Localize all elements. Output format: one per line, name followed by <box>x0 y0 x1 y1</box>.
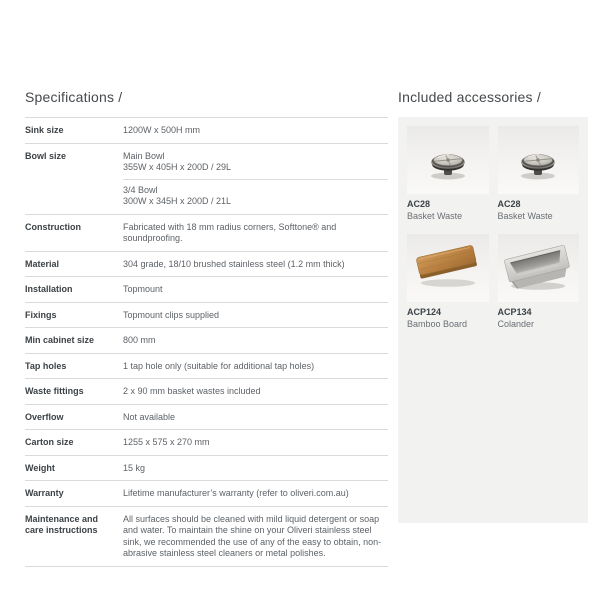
spec-row-label: Material <box>25 258 60 269</box>
spec-subvalue-title: 3/4 Bowl <box>123 184 158 195</box>
bamboo-board-image <box>407 234 489 302</box>
spec-row-label: Overflow <box>25 411 64 422</box>
spec-row-value: 800 mm <box>123 335 156 345</box>
basket-waste-image <box>498 126 580 194</box>
spec-row <box>25 214 388 251</box>
spec-row <box>25 302 388 328</box>
spec-row-label: Weight <box>25 462 55 473</box>
spec-row-label: Waste fittings <box>25 386 84 396</box>
spec-row-label: Min cabinet size <box>25 335 95 345</box>
spec-row-label: Sink size <box>25 125 64 135</box>
specifications-title: Specifications / <box>25 89 123 105</box>
specifications-section <box>25 88 388 567</box>
accessory-name: Bamboo Board <box>407 319 468 329</box>
spec-row <box>25 327 388 353</box>
accessories-grid <box>407 126 579 329</box>
spec-row-value: Lifetime manufacturer’s warranty (refer to oliveri.com.au) <box>123 488 349 498</box>
accessory-code: ACP134 <box>497 307 532 317</box>
accessory-name: Basket Waste <box>497 211 553 221</box>
spec-row <box>25 404 388 430</box>
spec-row <box>25 276 388 302</box>
accessory-name: Colander <box>497 319 535 329</box>
spec-row-value: Topmount clips supplied <box>123 309 220 320</box>
spec-row <box>25 480 388 506</box>
spec-row-value: 1255 x 575 x 270 mm <box>123 437 210 447</box>
colander-image <box>498 234 580 302</box>
spec-row-label: Warranty <box>25 488 64 498</box>
spec-row-value: 2 x 90 mm basket wastes included <box>123 386 261 396</box>
accessory-tile <box>407 234 489 329</box>
spec-row-label: Construction <box>25 221 81 232</box>
accessory-name: Basket Waste <box>407 211 463 221</box>
spec-row-value: 304 grade, 18/10 brushed stainless steel (1.2 mm thick) <box>123 258 345 269</box>
spec-row <box>25 378 388 404</box>
spec-row-value: All surfaces should be cleaned with mild liquid detergent or soap and water. To maintain the shine on your Oliveri stainless steel sink, we recommended the use of any of the easy to obtain, non-abrasive stainless steel cleaners or metal polishes. <box>123 513 382 558</box>
spec-row-label: Carton size <box>25 437 74 447</box>
spec-row <box>25 506 388 567</box>
spec-row <box>25 429 388 455</box>
spec-row-value: Fabricated with 18 mm radius corners, Softtone® and soundproofing. <box>123 221 337 243</box>
spec-row-label: Installation <box>25 284 73 294</box>
spec-row-value: Not available <box>123 411 176 422</box>
spec-row-value <box>123 150 388 208</box>
spec-row-label: Tap holes <box>25 360 67 371</box>
basket-waste-image <box>407 126 489 194</box>
spec-row <box>25 353 388 379</box>
spec-table <box>25 117 388 567</box>
accessory-code: AC28 <box>407 199 431 209</box>
spec-subvalue-title: Main Bowl <box>123 150 165 161</box>
spec-row-label: Maintenance and care instructions <box>25 513 99 535</box>
accessories-panel <box>398 117 588 523</box>
spec-subvalue-text: 300W x 345H x 200D / 21L <box>123 196 232 206</box>
spec-row-value: Topmount <box>123 284 163 294</box>
spec-row-value: 1 tap hole only (suitable for additional tap holes) <box>123 360 315 371</box>
accessory-tile <box>498 234 580 329</box>
spec-row <box>25 143 388 214</box>
spec-row-value: 15 kg <box>123 462 146 473</box>
spec-row-label: Bowl size <box>25 150 67 161</box>
accessories-section <box>398 88 588 523</box>
accessories-title: Included accessories / <box>398 89 541 105</box>
spec-row <box>25 117 388 143</box>
spec-row-label: Fixings <box>25 309 57 320</box>
accessory-code: ACP124 <box>407 307 442 317</box>
spec-row-subvalue <box>123 151 388 174</box>
spec-row-subvalue <box>123 179 388 208</box>
spec-subvalue-text: 355W x 405H x 200D / 29L <box>123 162 232 172</box>
accessory-tile <box>407 126 489 221</box>
accessory-code: AC28 <box>497 199 521 209</box>
accessory-tile <box>498 126 580 221</box>
spec-row <box>25 251 388 277</box>
spec-row-value: 1200W x 500H mm <box>123 125 201 135</box>
spec-row <box>25 455 388 481</box>
